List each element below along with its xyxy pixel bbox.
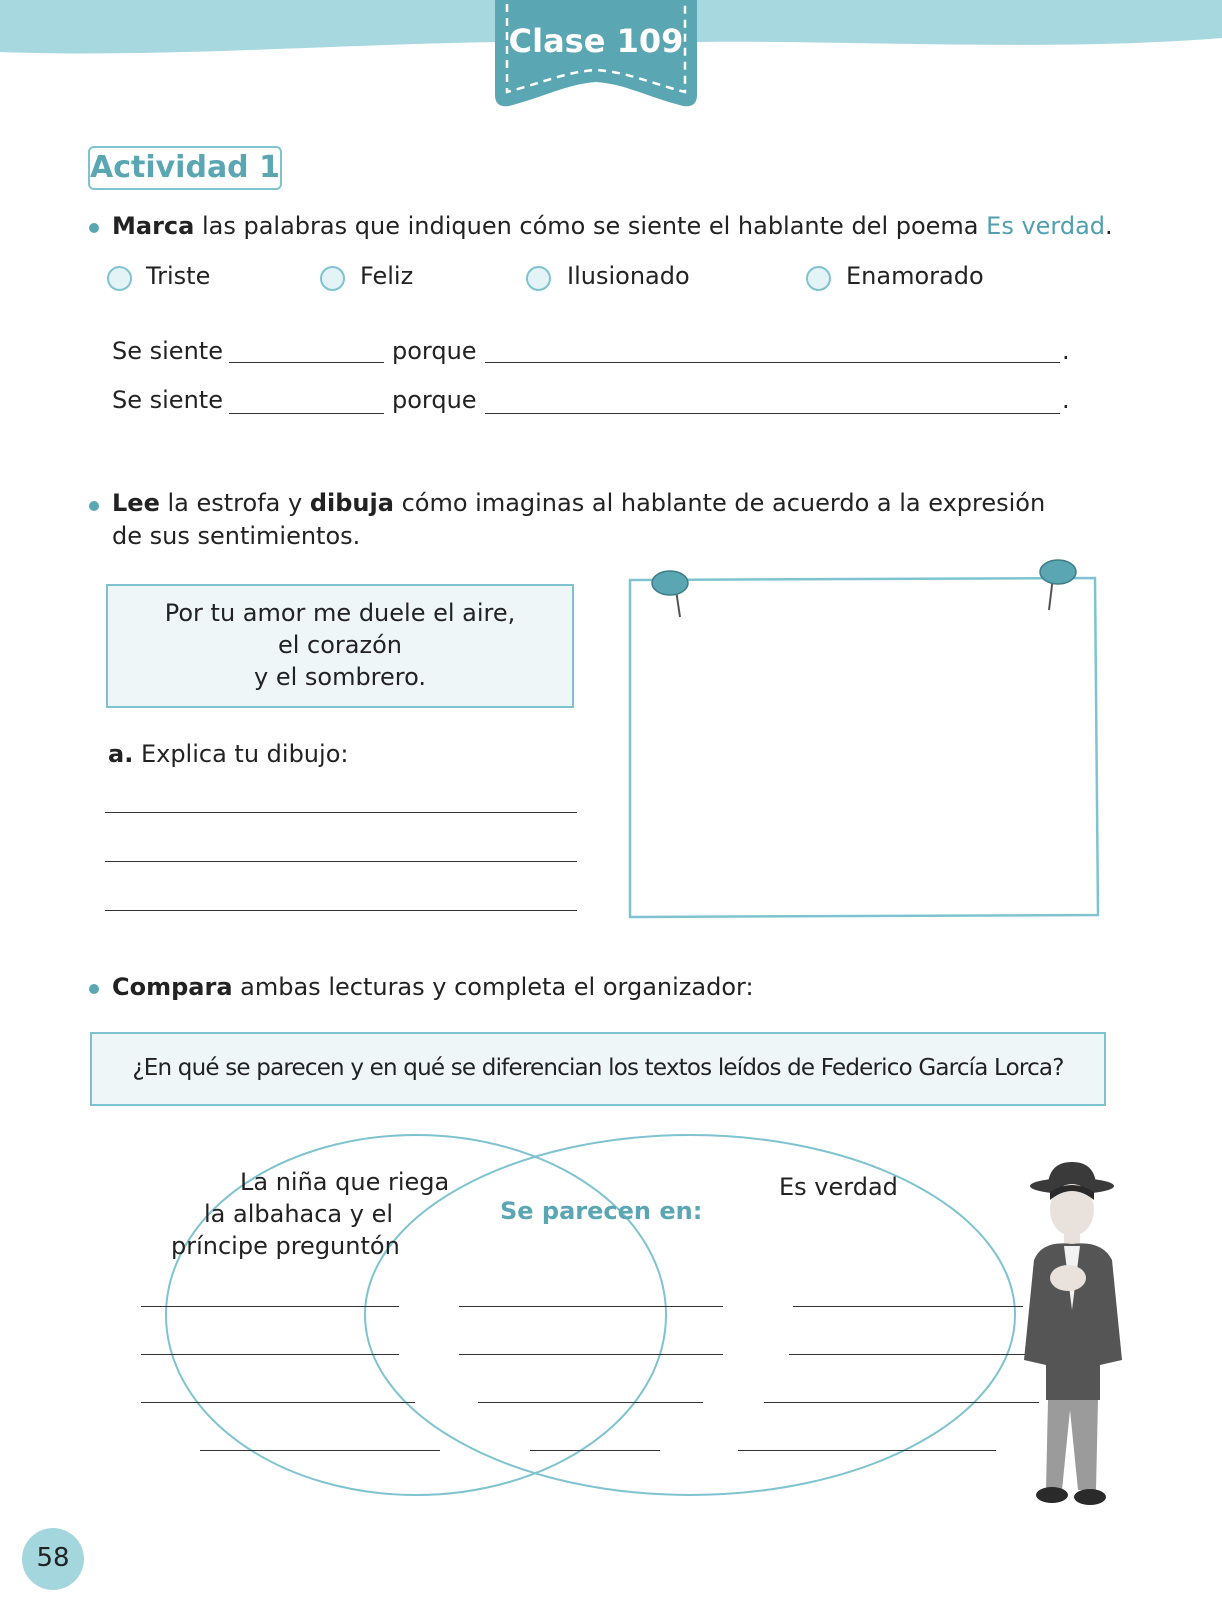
explain-question <box>108 740 348 768</box>
venn-left-line-4[interactable] <box>200 1450 440 1451</box>
feeling-label-1: Se siente <box>112 337 223 365</box>
drawing-frame[interactable] <box>620 555 1110 925</box>
venn-right-line-1[interactable] <box>793 1306 1023 1307</box>
option-feliz-label: Feliz <box>360 262 414 290</box>
option-ilusionado-radio[interactable] <box>526 266 551 291</box>
venn-left-line-2[interactable] <box>141 1354 399 1355</box>
venn-right-title: Es verdad <box>779 1173 898 1201</box>
end-period-1: . <box>1062 337 1070 365</box>
reason-answer-line-2[interactable] <box>485 413 1060 414</box>
option-triste-radio[interactable] <box>107 266 132 291</box>
bullet-icon <box>89 984 99 994</box>
venn-left-title-2: la albahaca y el <box>204 1200 394 1228</box>
venn-left-title-1: La niña que riega <box>240 1168 450 1196</box>
instruction-2-verb-2: dibuja <box>309 489 394 517</box>
poem-name: Es verdad <box>986 212 1106 240</box>
option-enamorado-label: Enamorado <box>846 262 984 290</box>
instruction-1 <box>112 212 1113 240</box>
venn-right-line-4[interactable] <box>738 1450 996 1451</box>
venn-center-title: Se parecen en: <box>500 1197 703 1225</box>
instruction-2-verb-1: Lee <box>112 489 160 517</box>
venn-right-ellipse <box>365 1135 1015 1495</box>
question-text: Explica tu dibujo: <box>140 740 349 768</box>
page-number: 58 <box>36 1543 70 1573</box>
instruction-3 <box>112 973 754 1001</box>
because-label-1: porque <box>392 337 477 365</box>
instruction-1-verb: Marca <box>112 212 195 240</box>
feeling-answer-line-1[interactable] <box>229 362 384 363</box>
venn-left-line-3[interactable] <box>141 1402 415 1403</box>
option-triste-label: Triste <box>146 262 211 290</box>
instruction-2-text-3: de sus sentimientos. <box>112 522 361 550</box>
comparison-question: ¿En qué se parecen y en qué se diferencian los textos leídos de Federico García Lorca? <box>132 1055 1064 1081</box>
venn-center-line-2[interactable] <box>459 1354 723 1355</box>
venn-center-line-1[interactable] <box>459 1306 723 1307</box>
instruction-3-verb: Compara <box>112 973 233 1001</box>
instruction-3-text: ambas lecturas y completa el organizador: <box>240 973 754 1001</box>
bullet-icon <box>89 501 99 511</box>
venn-left-title-3: príncipe preguntón <box>171 1232 400 1260</box>
activity-title: Actividad 1 <box>90 150 280 185</box>
venn-center-line-4[interactable] <box>530 1450 660 1451</box>
instruction-2-text-2: cómo imaginas al hablante de acuerdo a la expresión <box>401 489 1046 517</box>
bullet-icon <box>89 223 99 233</box>
venn-right-line-3[interactable] <box>764 1402 1039 1403</box>
instruction-2-text-1: la estrofa y <box>167 489 303 517</box>
feeling-label-2: Se siente <box>112 386 223 414</box>
because-label-2: porque <box>392 386 477 414</box>
explain-answer-line-2[interactable] <box>105 861 577 862</box>
option-ilusionado-label: Ilusionado <box>567 262 690 290</box>
pushpin-icon <box>1040 560 1076 584</box>
instruction-2 <box>112 489 1045 517</box>
venn-right-line-2[interactable] <box>789 1354 1039 1355</box>
poem-line-1: Por tu amor me duele el aire, <box>164 599 516 627</box>
explain-answer-line-1[interactable] <box>105 812 577 813</box>
explain-answer-line-3[interactable] <box>105 910 577 911</box>
venn-center-line-3[interactable] <box>478 1402 703 1403</box>
end-period-2: . <box>1062 386 1070 414</box>
reason-answer-line-1[interactable] <box>485 362 1060 363</box>
venn-left-line-1[interactable] <box>141 1306 399 1307</box>
feeling-answer-line-2[interactable] <box>229 413 384 414</box>
instruction-1-text: las palabras que indiquen cómo se siente el hablante del poema <box>201 212 979 240</box>
poem-line-3: y el sombrero. <box>253 663 427 691</box>
question-letter: a. <box>108 740 134 768</box>
lesson-title: Clase 109 <box>508 22 684 60</box>
pushpin-icon <box>652 571 688 595</box>
poet-illustration <box>1012 1160 1138 1538</box>
poem-line-2: el corazón <box>277 631 402 659</box>
instruction-1-period: . <box>1105 212 1113 240</box>
option-feliz-radio[interactable] <box>320 266 345 291</box>
option-enamorado-radio[interactable] <box>806 266 831 291</box>
